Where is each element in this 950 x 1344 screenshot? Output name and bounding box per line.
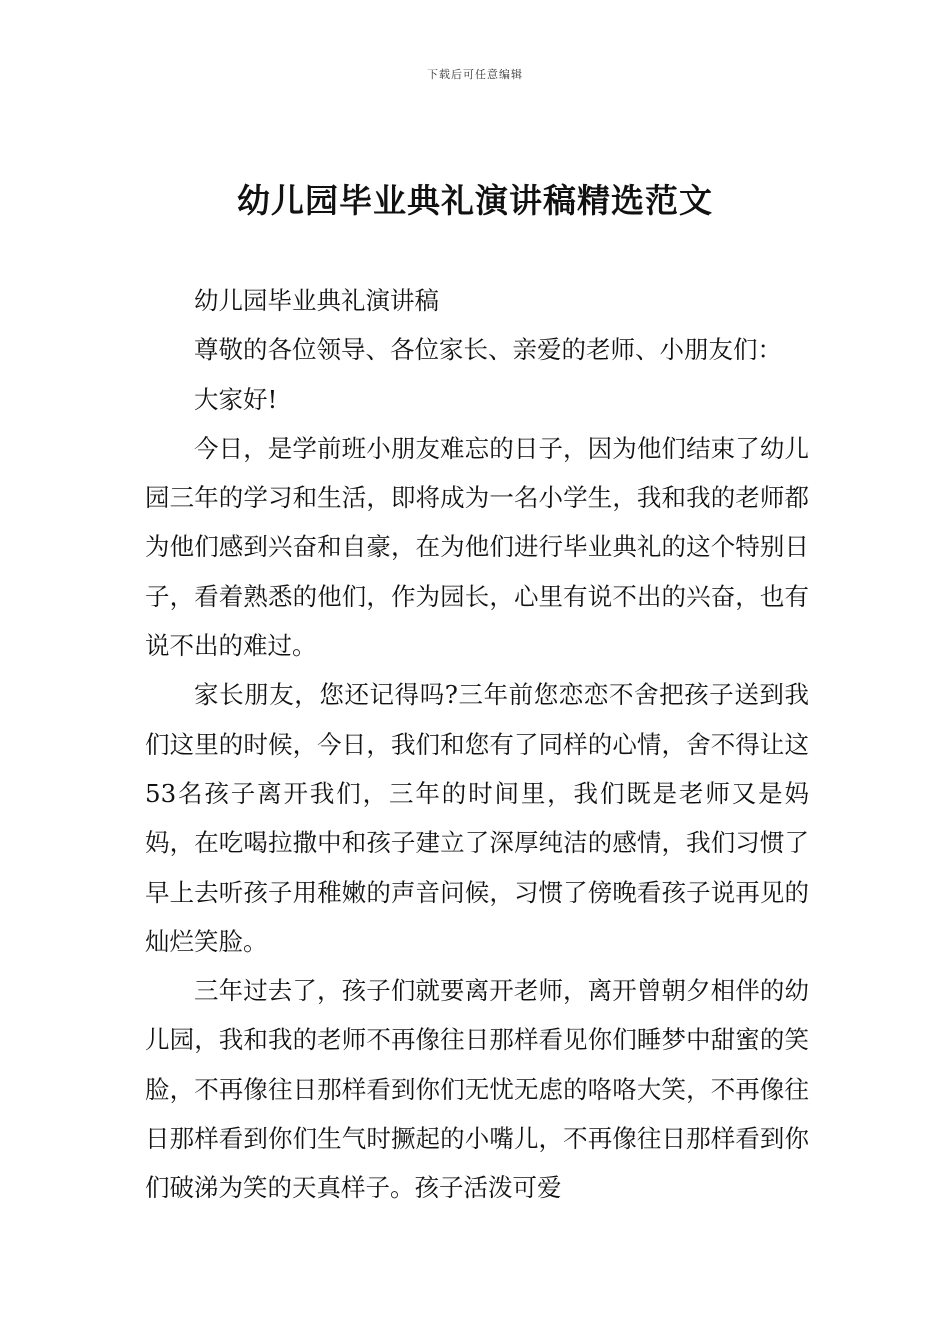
document-body xyxy=(145,276,809,1213)
paragraph-body: 家长朋友，您还记得吗?三年前您恋恋不舍把孩子送到我们这里的时候，今日，我们和您有了同样的心情，舍不得让这53名孩子离开我们，三年的时间里，我们既是老师又是妈妈，在吃喝拉撒中和孩子建立了深厚纯洁的感情，我们习惯了早上去听孩子用稚嫩的声音问候，习惯了傍晚看孩子说再见的灿烂笑脸。 xyxy=(145,680,809,956)
paragraph-salutation: 尊敬的各位领导、各位家长、亲爱的老师、小朋友们： xyxy=(194,335,782,365)
header-note: 下载后可任意编辑 xyxy=(427,68,523,81)
paragraph-body: 三年过去了，孩子们就要离开老师，离开曾朝夕相伴的幼儿园，我和我的老师不再像往日那样看见你们睡梦中甜蜜的笑脸，不再像往日那样看到你们无忧无虑的咯咯大笑，不再像往日那样看到你们生气时撅起的小嘴儿，不再像往日那样看到你们破涕为笑的天真样子。孩子活泼可爱 xyxy=(145,976,809,1203)
paragraph-speech-heading: 幼儿园毕业典礼演讲稿 xyxy=(194,286,439,315)
paragraph-body: 今日，是学前班小朋友难忘的日子，因为他们结束了幼儿园三年的学习和生活，即将成为一名小学生，我和我的老师都为他们感到兴奋和自豪，在为他们进行毕业典礼的这个特别日子，看着熟悉的他们，作为园长，心里有说不出的兴奋，也有说不出的难过。 xyxy=(145,433,809,661)
document-title: 幼儿园毕业典礼演讲稿精选范文 xyxy=(237,181,713,220)
paragraph-greeting: 大家好! xyxy=(194,384,278,414)
